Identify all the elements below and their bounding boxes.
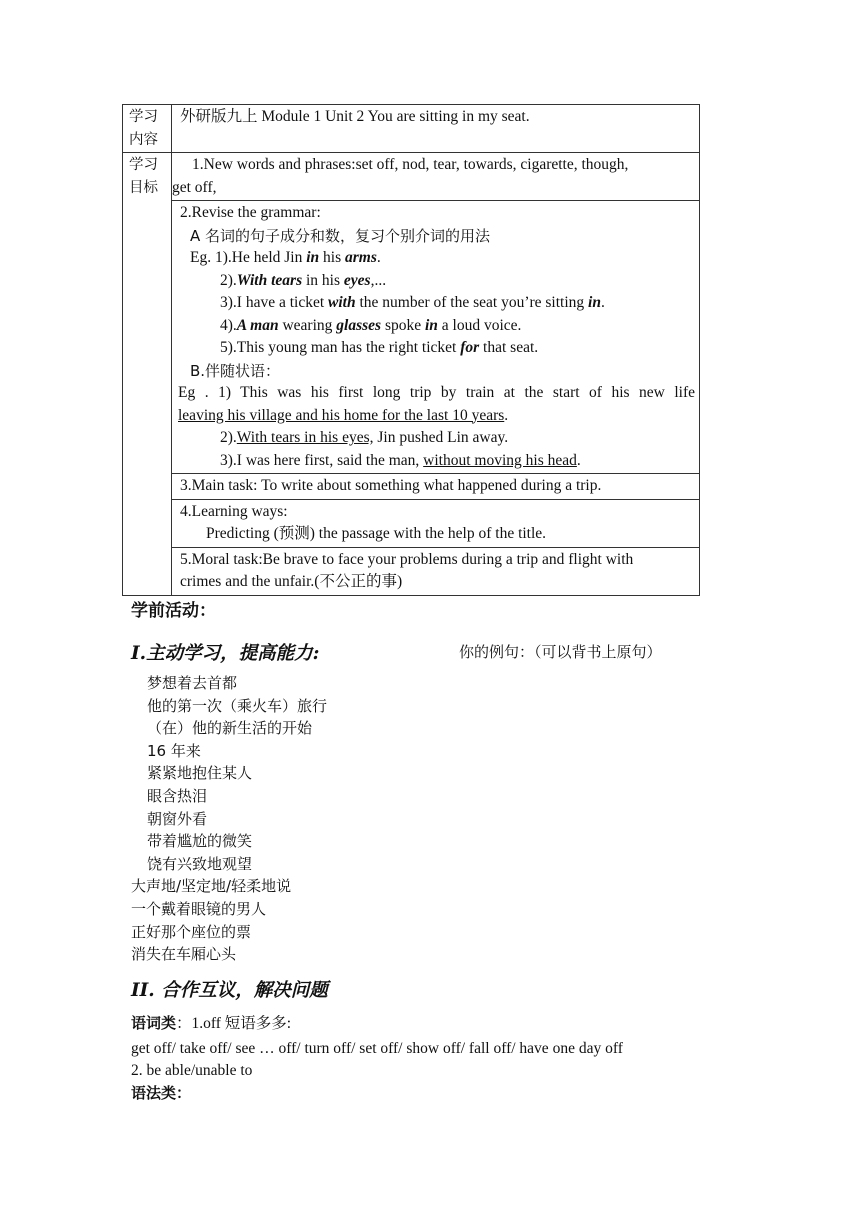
- list-item: 他的第一次（乘火车）旅行: [147, 696, 328, 715]
- vocab-phrases: get off/ take off/ see … off/ turn off/ set off/ show off/ fall off/ have one day off: [131, 1040, 623, 1057]
- row-label-goals: 学习 目标: [123, 153, 172, 596]
- vocab-heading: 语词类：1.off 短语多多:: [131, 1014, 292, 1032]
- example-1: Eg. 1).He held Jin in his arms.: [190, 249, 381, 266]
- table-row: [123, 201, 700, 474]
- list-item: 带着尴尬的微笑: [147, 832, 253, 851]
- moral-line-1: 5.Moral task:Be brave to face your problems during a trip and flight with: [180, 550, 634, 568]
- section-1-side-note: 你的例句：（可以背书上原句）: [459, 643, 662, 661]
- goal-new-words-line2: get off,: [172, 178, 217, 196]
- section-2-title: II. 合作互议，解决问题: [131, 980, 328, 1001]
- list-item: 16 年来: [147, 741, 201, 760]
- pre-activity-heading: 学前活动：: [131, 601, 216, 621]
- table-row: [123, 153, 700, 201]
- list-item: 一个戴着眼镜的男人: [131, 899, 267, 918]
- goal-moral-task: [172, 547, 700, 595]
- table-row: [123, 474, 700, 500]
- goal-learning-ways: [172, 499, 700, 547]
- example-3: 3).I have a ticket with the number of the seat you’re sitting in.: [220, 294, 605, 311]
- list-item: 紧紧地抱住某人: [147, 764, 253, 783]
- section-1-title: I.主动学习，提高能力:: [131, 643, 320, 664]
- moral-line-2: crimes and the unfair.(不公正的事): [180, 573, 403, 590]
- list-item: 正好那个座位的票: [131, 922, 252, 941]
- grammar-title: 2.Revise the grammar:: [180, 204, 321, 221]
- learning-ways-title: 4.Learning ways:: [180, 502, 288, 520]
- example-5: 5).This young man has the right ticket for that seat.: [220, 339, 539, 356]
- list-item: 梦想着去首都: [147, 674, 238, 692]
- goal-main-task: 3.Main task: To write about something what happened during a trip.: [172, 474, 700, 500]
- example-b1: Eg . 1) This was his first long trip by train at the start of his new life leaving his village and his home for the last 10 years.: [178, 384, 695, 424]
- lesson-plan-table: [122, 104, 700, 596]
- goal-new-words: [172, 153, 700, 201]
- example-b2: 2).With tears in his eyes, Jin pushed Lin away.: [220, 429, 509, 446]
- vocab-section: [131, 1012, 623, 1105]
- row-label-content: 学习 内容: [123, 105, 172, 153]
- example-2: 2).With tears in his eyes,...: [220, 271, 387, 289]
- table-row: [123, 499, 700, 547]
- list-item: （在）他的新生活的开始: [147, 719, 313, 738]
- grammar-b-heading: B.伴随状语：: [190, 361, 281, 380]
- example-4: 4).A man wearing glasses spoke in a loud voice.: [220, 316, 522, 334]
- example-b3: 3).I was here first, said the man, without moving his head.: [220, 451, 581, 469]
- content-cell: 外研版九上 Module 1 Unit 2 You are sitting in my seat.: [172, 105, 700, 153]
- grammar-heading: 语法类：: [131, 1084, 192, 1102]
- list-item: 眼含热泪: [147, 786, 208, 805]
- goal-grammar: [172, 201, 700, 474]
- learning-ways-line: Predicting (预测) the passage with the help of the title.: [206, 525, 547, 542]
- list-item: 消失在车厢心头: [131, 945, 237, 964]
- list-item: 朝窗外看: [147, 809, 208, 828]
- table-row: [123, 105, 700, 153]
- vocab-item-2: 2. be able/unable to: [131, 1062, 253, 1079]
- grammar-a-heading: A 名词的句子成分和数，复习个别介词的用法: [190, 226, 491, 245]
- list-item: 大声地/坚定地/轻柔地说: [131, 877, 292, 896]
- goal-new-words-line1: 1.New words and phrases:set off, nod, tear, towards, cigarette, though,: [192, 156, 629, 173]
- table-row: [123, 547, 700, 595]
- phrase-list: [131, 672, 327, 966]
- list-item: 饶有兴致地观望: [147, 854, 253, 873]
